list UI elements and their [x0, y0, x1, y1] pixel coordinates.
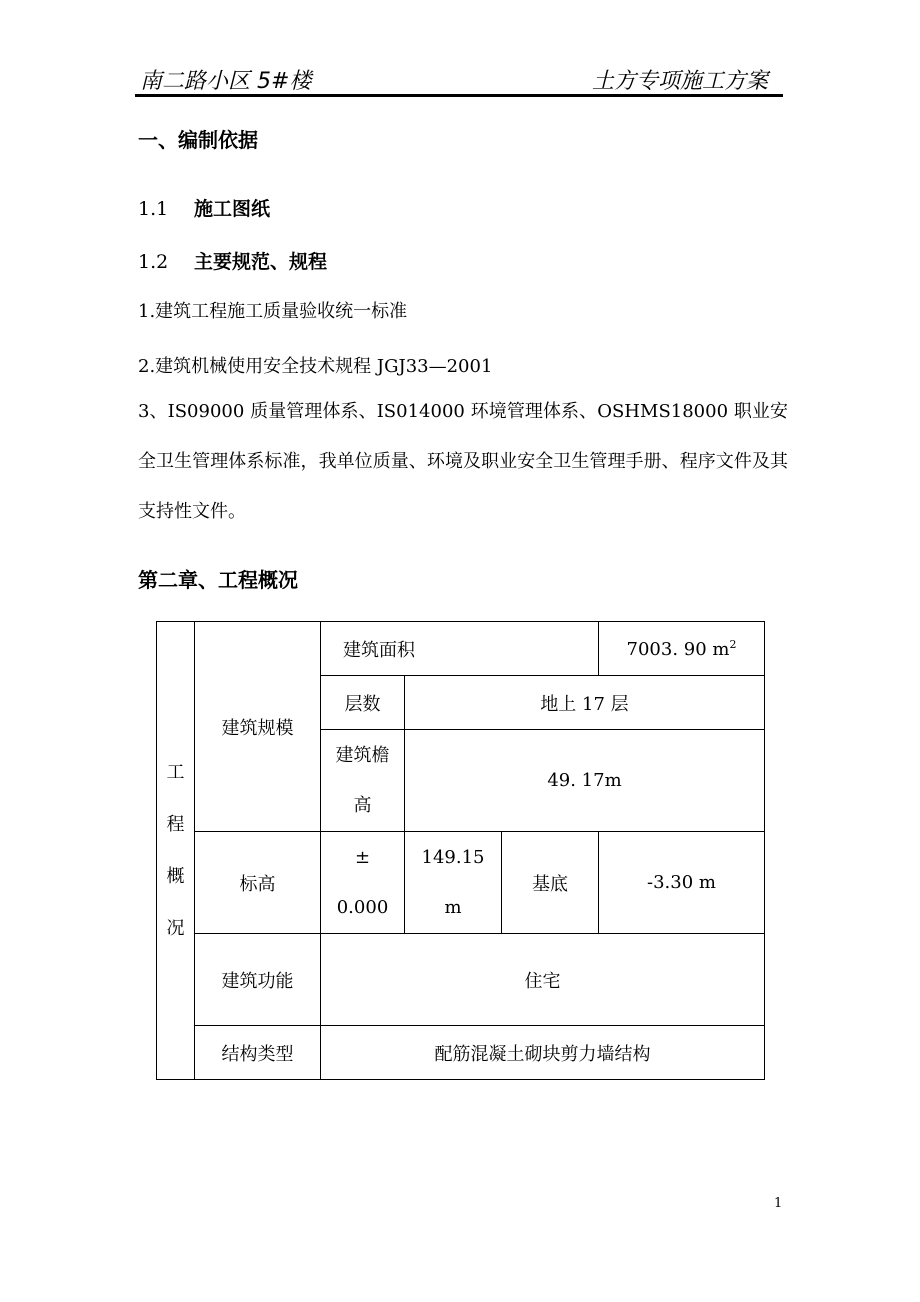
- side-label-cell: 工 程 概 况: [157, 622, 195, 1080]
- building-scale-label: 建筑规模: [195, 622, 321, 832]
- subsection-1-2: [138, 247, 327, 274]
- structure-value: 配筋混凝土砌块剪力墙结构: [321, 1026, 765, 1080]
- list-item-1: 1.建筑工程施工质量验收统一标准: [138, 301, 408, 322]
- zero-elevation-label: ± 0.000: [321, 832, 405, 934]
- subsection-number: 1.2: [138, 251, 169, 273]
- header-document-title: 土方专项施工方案: [591, 69, 768, 94]
- zero-elevation-value: 149.15 m: [405, 832, 502, 934]
- function-label: 建筑功能: [195, 934, 321, 1026]
- base-value: -3.30 m: [599, 832, 765, 934]
- floors-label: 层数: [321, 676, 405, 730]
- building-area-value: 7003. 90 $m^2$: [599, 622, 765, 676]
- subsection-1-1: [138, 194, 270, 221]
- list-item-3: 3、IS09000 质量管理体系、IS014000 环境管理体系、OSHMS18000 职业安全卫生管理体系标准，我单位质量、环境及职业安全卫生管理手册、程序文件及其支持性文件。: [138, 401, 788, 522]
- eave-height-value: 49. 17m: [405, 730, 765, 832]
- subsection-text: 施工图纸: [194, 198, 271, 220]
- structure-label: 结构类型: [195, 1026, 321, 1080]
- list-item-2: 2.建筑机械使用安全技术规程 JGJ33—2001: [138, 356, 493, 377]
- subsection-number: 1.1: [138, 198, 169, 220]
- floors-value: 地上 17 层: [405, 676, 765, 730]
- eave-height-label: 建筑檐 高: [321, 730, 405, 832]
- project-overview-table: [156, 621, 765, 1080]
- base-label: 基底: [502, 832, 599, 934]
- function-value: 住宅: [321, 934, 765, 1026]
- section-2-title: 第二章、工程概况: [138, 568, 298, 592]
- elevation-label: 标高: [195, 832, 321, 934]
- header-divider: [135, 94, 783, 97]
- building-area-label: 建筑面积: [321, 622, 599, 676]
- header-project-name: 南二路小区 5#楼: [140, 69, 312, 94]
- subsection-text: 主要规范、规程: [194, 251, 328, 273]
- section-1-title: 一、编制依据: [138, 128, 258, 152]
- page-number: 1: [774, 1196, 783, 1211]
